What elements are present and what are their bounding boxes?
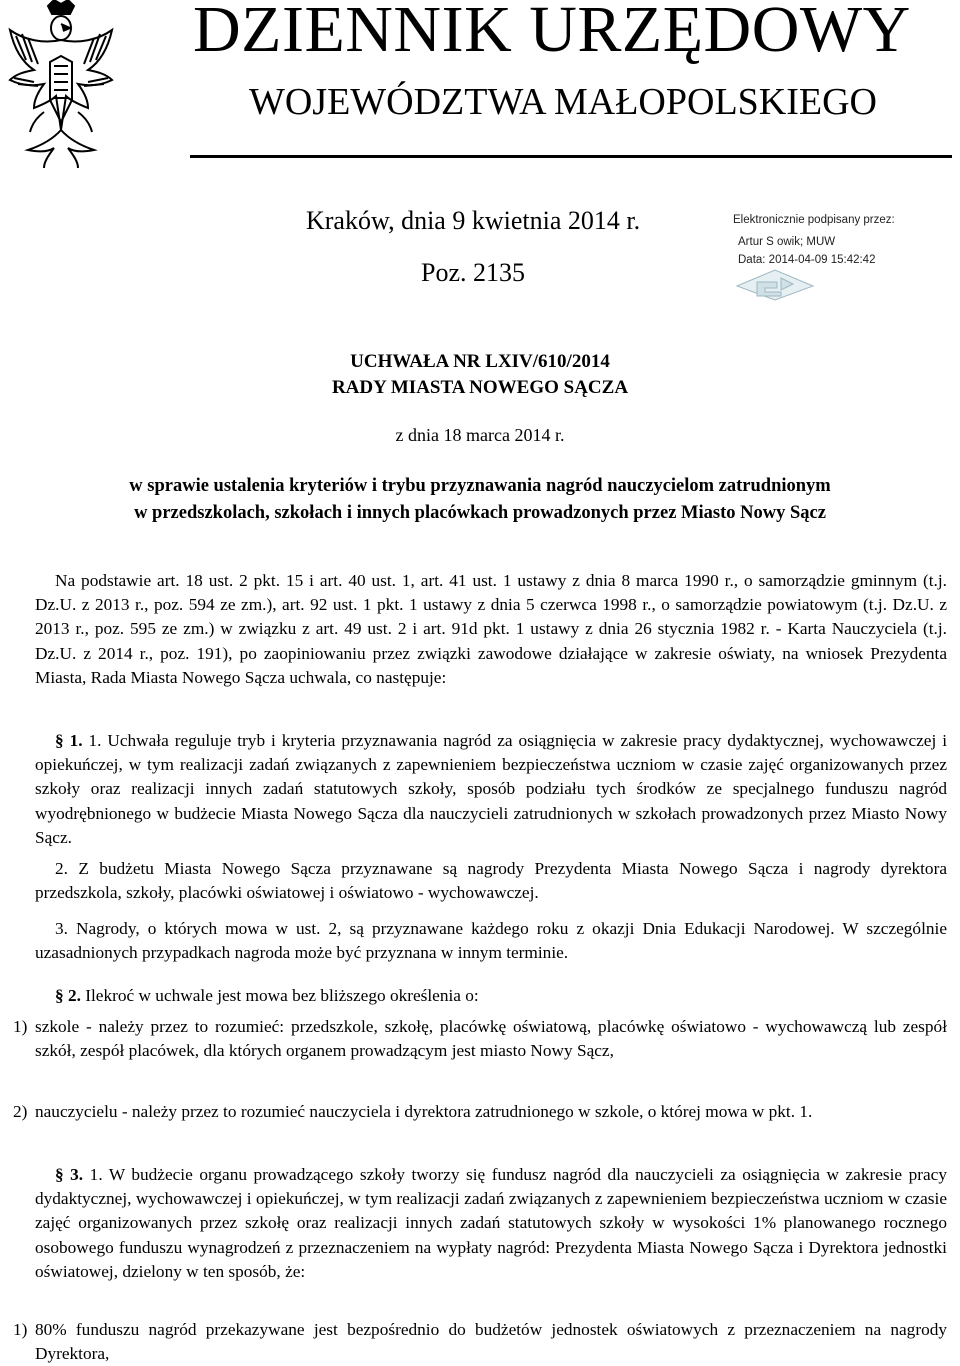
section-2-intro: [35, 984, 947, 1008]
signature-signer: Artur S owik; MUW: [738, 236, 836, 248]
section-3-text: 1. W budżecie organu prowadzącego szkoły tworzy się fundusz nagród dla nauczycieli za osiągnięcia w zakresie pracy dydaktycznej, wychowawczej i opiekuńczej, w tym realizacji zadań związanych z zapewnieniem bezpieczeństwa uczniom w czasie zajęć organizowanych przez szkołę oraz realizacji innych zadań statutowych szkoły w wysokości 1% planowanego rocznego osobowego funduszu wynagrodzeń z przeznaczeniem na wypłaty nagród: Prezydenta Miasta Nowego Sącza i Dyrektora jednostki oświatowej, dzielony w ten sposób, że:: [35, 1165, 947, 1281]
list-item-text: nauczycielu - należy przez to rozumieć nauczyciela i dyrektora zatrudnionego w szkole, o której mowa w pkt. 1.: [35, 1102, 813, 1121]
place-date: Kraków, dnia 9 kwietnia 2014 r.: [306, 206, 641, 235]
section-1-text: 1. Uchwała reguluje tryb i kryteria przyznawania nagród za osiągnięcia w zakresie pracy dydaktycznej, wychowawczej i opiekuńczej, w tym realizacji zadań związanych z zapewnieniem bezpieczeństwa uczniom w czasie zajęć organizowanych przez szkoły oraz realizacji innych zadań statutowych szkoły, sposób podziału tych środków ze specjalnego funduszu nagród wyodrębnionego w budżecie Miasta Nowego Sącza dla nauczycieli zatrudnionych w szkołach prowadzonych przez Miasto Nowy Sącz.: [35, 731, 947, 847]
section-3-label: § 3.: [55, 1165, 84, 1184]
list-item-number: 2): [13, 1102, 28, 1121]
subject-line: w przedszkolach, szkołach i innych placówkach prowadzonych przez Miasto Nowy Sącz: [134, 503, 826, 523]
list-item-text: szkole - należy przez to rozumieć: przedszkole, szkołę, placówkę oświatową, placówkę oświatowo - wychowawczą lub zespół szkół, zespół placówek, dla których organem prowadzącym jest miasto Nowy Sącz,: [35, 1017, 947, 1061]
signature-stamp-icon: [735, 268, 815, 302]
resolution-title: [0, 349, 960, 401]
list-item-number: 1): [13, 1320, 28, 1339]
list-item-text: 80% funduszu nagród przekazywane jest bezpośrednio do budżetów jednostek oświatowych z przeznaczeniem na nagrody Dyrektora,: [35, 1320, 947, 1364]
journal-title: DZIENNIK URZĘDOWY: [193, 0, 911, 66]
signature-label: Elektronicznie podpisany przez:: [733, 214, 895, 226]
eagle-emblem: [4, 0, 118, 170]
list-item: [13, 1318, 947, 1366]
section-1-paragraph-1: [35, 729, 947, 850]
resolution-date: z dnia 18 marca 2014 r.: [395, 425, 565, 445]
resolution-subject: [0, 473, 960, 527]
resolution-issuer: RADY MIASTA NOWEGO SĄCZA: [331, 377, 629, 398]
list-item-number: 1): [13, 1017, 28, 1036]
header-divider: [190, 155, 952, 158]
section-3-paragraph-1: [35, 1163, 947, 1284]
subject-line: w sprawie ustalenia kryteriów i trybu przyznawania nagród nauczycielom zatrudnionym: [129, 476, 831, 496]
list-item: [13, 1100, 947, 1124]
preamble: Na podstawie art. 18 ust. 2 pkt. 15 i art. 40 ust. 1, art. 41 ust. 1 ustawy z dnia 8 marca 1990 r., o samorządzie gminnym (t.j. Dz.U. z 2013 r., poz. 594 ze zm.), art. 92 ust. 1 pkt. 1 ustawy z dnia 5 czerwca 1998 r., o samorządzie powiatowym (t.j. Dz.U. z 2013 r., poz. 595 ze zm.) w związku z art. 49 ust. 2 i art. 91d pkt. 1 ustawy z dnia 26 stycznia 1982 r. - Karta Nauczyciela (t.j. Dz.U. z 2014 r., poz. 191), po zaopiniowaniu przez związki zawodowe działające w zakresie oświaty, na wniosek Prezydenta Miasta, Rada Miasta Nowego Sącza uchwala, co następuje:: [35, 571, 947, 687]
section-1-paragraph-2: 2. Z budżetu Miasta Nowego Sącza przyznawane są nagrody Prezydenta Miasta Nowego Sącza i nagrody dyrektora przedszkola, szkoły, placówki oświatowej i oświatowo - wychowawczej.: [35, 859, 947, 903]
section-1-label: § 1.: [55, 731, 83, 750]
signature-date: Data: 2014-04-09 15:42:42: [738, 254, 876, 266]
section-1-paragraph-3: 3. Nagrody, o których mowa w ust. 2, są przyznawane każdego roku z okazji Dnia Edukacji Narodowej. W szczególnie uzasadnionych przypadkach nagroda może być przyznana w innym terminie.: [35, 919, 947, 963]
position-number: Poz. 2135: [421, 258, 525, 287]
journal-subtitle: WOJEWÓDZTWA MAŁOPOLSKIEGO: [249, 81, 877, 123]
list-item: [13, 1015, 947, 1063]
electronic-signature: [733, 214, 953, 304]
section-2-text: Ilekroć w uchwale jest mowa bez bliższego określenia o:: [85, 986, 479, 1005]
section-2-label: § 2.: [55, 986, 81, 1005]
resolution-number: UCHWAŁA NR LXIV/610/2014: [350, 351, 610, 372]
